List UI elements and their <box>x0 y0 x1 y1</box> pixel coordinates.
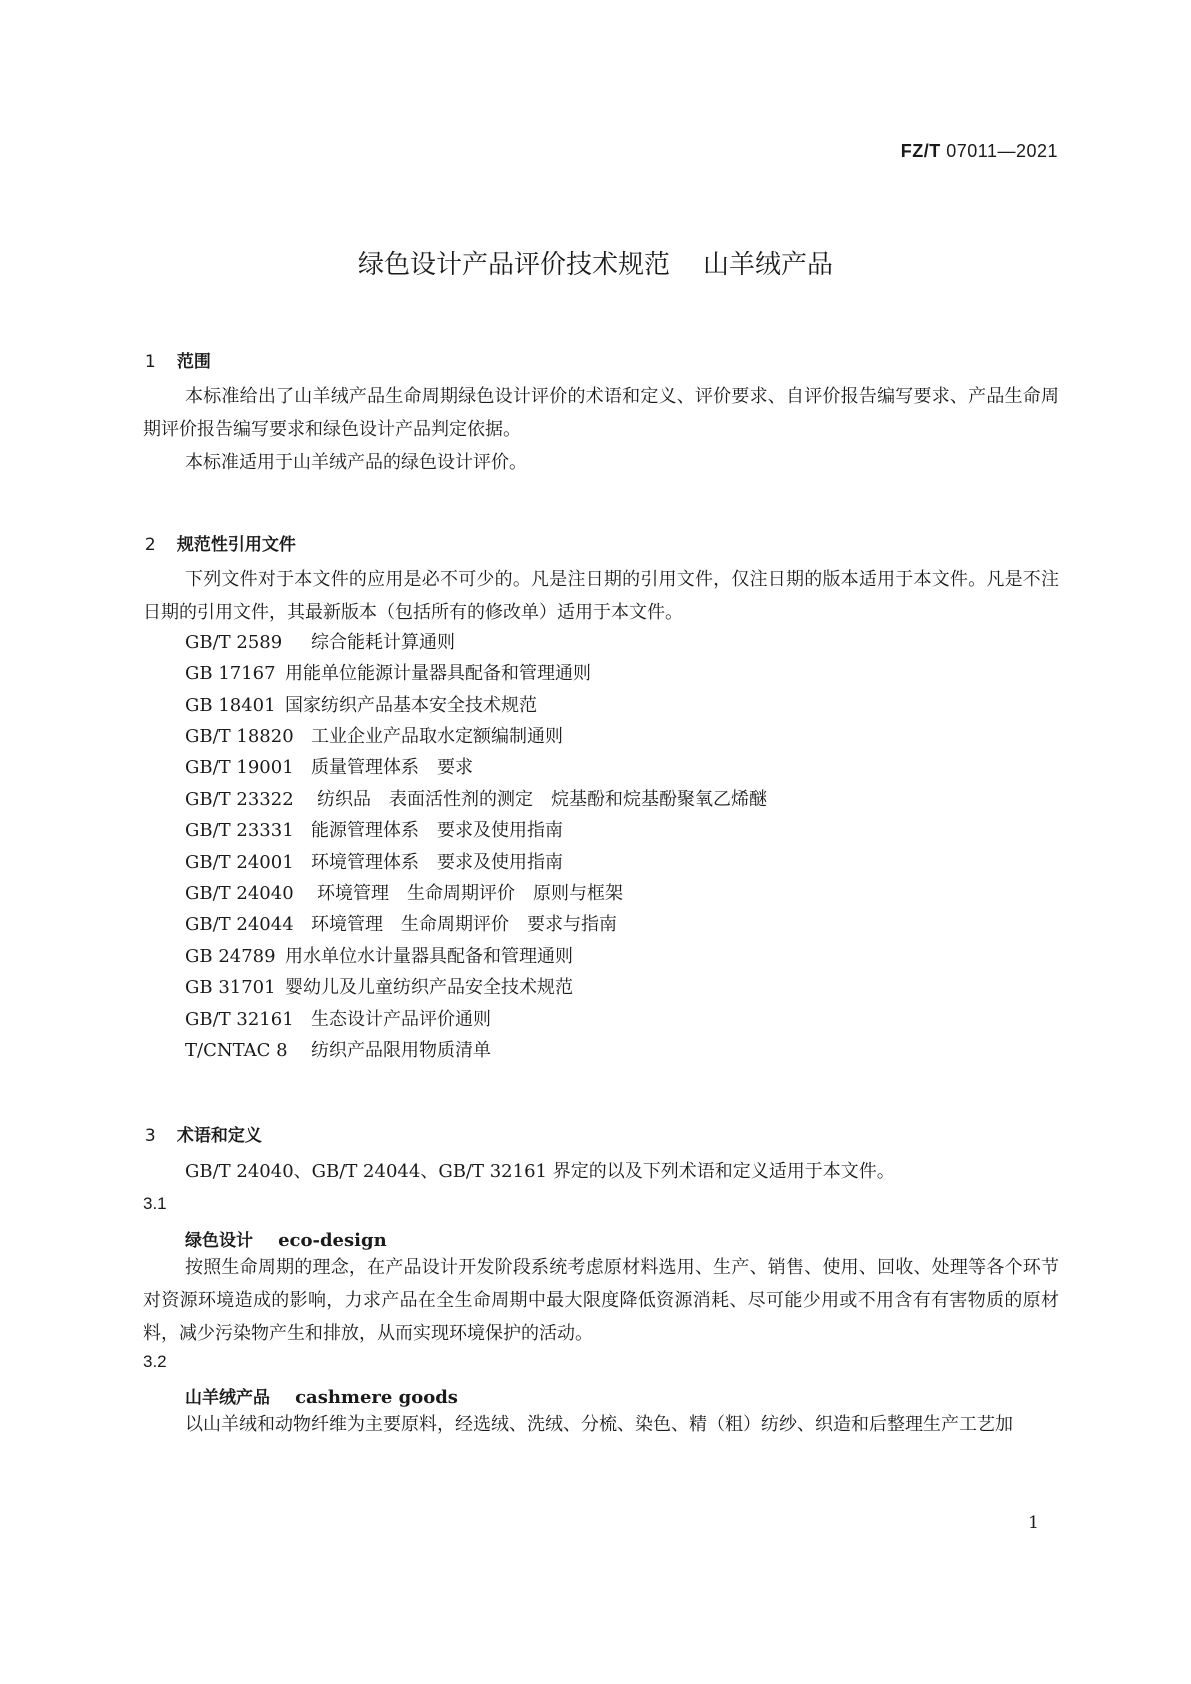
reference-item <box>185 814 563 847</box>
reference-code: GB/T 19001 <box>185 757 294 778</box>
reference-code: GB/T 24044 <box>185 914 294 935</box>
reference-code: GB/T 24001 <box>185 852 294 873</box>
reference-item <box>185 971 573 1004</box>
section-heading-scope <box>133 327 211 372</box>
reference-title: 生态设计产品评价通则 <box>311 1009 491 1030</box>
reference-code: GB/T 23322 <box>185 789 294 810</box>
reference-title: 用能单位能源计量器具配备和管理通则 <box>285 663 591 684</box>
term-heading <box>185 1226 387 1251</box>
reference-item <box>185 940 573 973</box>
reference-item <box>185 689 537 722</box>
section-number: 2 <box>144 535 156 555</box>
term-english: eco-design <box>278 1230 387 1251</box>
reference-code: GB 17167 <box>185 663 276 684</box>
reference-item <box>185 1003 491 1036</box>
reference-item <box>185 1034 491 1067</box>
scope-paragraph-2: 本标准适用于山羊绒产品的绿色设计评价。 <box>185 452 527 473</box>
reference-title: 环境管理 生命周期评价 原则与框架 <box>317 883 623 904</box>
reference-code: GB 24789 <box>185 946 276 967</box>
section-heading-references <box>133 510 296 555</box>
references-intro: 下列文件对于本文件的应用是必不可少的。凡是注日期的引用文件，仅注日期的版本适用于本文件。凡是不注日期的引用文件，其最新版本（包括所有的修改单）适用于本文件。 <box>143 569 1059 623</box>
reference-title: 纺织产品限用物质清单 <box>311 1040 491 1061</box>
reference-code: GB/T 18820 <box>185 726 294 747</box>
reference-item <box>185 751 473 784</box>
section-title: 范围 <box>176 352 211 372</box>
standard-code-number: 07011—2021 <box>946 141 1058 161</box>
section-title: 规范性引用文件 <box>176 535 296 555</box>
clause-number: 3.2 <box>143 1352 167 1371</box>
section-heading-terms <box>133 1101 262 1146</box>
term-chinese: 山羊绒产品 <box>185 1388 270 1408</box>
reference-code: T/CNTAC 8 <box>185 1040 288 1061</box>
reference-title: 能源管理体系 要求及使用指南 <box>311 820 563 841</box>
term-definition: 以山羊绒和动物纤维为主要原料，经选绒、洗绒、分梳、染色、精（粗）纺纱、织造和后整理生产工艺加 <box>185 1414 1013 1435</box>
reference-code: GB/T 23331 <box>185 820 294 841</box>
page-number: 1 <box>1028 1513 1039 1533</box>
reference-title: 纺织品 表面活性剂的测定 烷基酚和烷基酚聚氧乙烯醚 <box>317 789 767 810</box>
reference-item <box>185 908 617 941</box>
reference-title: 质量管理体系 要求 <box>311 757 473 778</box>
document-title: 绿色设计产品评价技术规范 山羊绒产品 <box>357 250 834 280</box>
reference-item <box>185 783 767 816</box>
reference-title: 用水单位水计量器具配备和管理通则 <box>285 946 573 967</box>
section-title: 术语和定义 <box>176 1126 262 1146</box>
reference-title: 工业企业产品取水定额编制通则 <box>311 726 563 747</box>
section-number: 1 <box>144 352 156 372</box>
reference-item <box>185 877 623 910</box>
reference-code: GB/T 24040 <box>185 883 294 904</box>
reference-code: GB/T 2589 <box>185 632 283 653</box>
term-definition: 按照生命周期的理念，在产品设计开发阶段系统考虑原材料选用、生产、销售、使用、回收、处理等各个环节对资源环境造成的影响，力求产品在全生命周期中最大限度降低资源消耗、尽可能少用或不用含有有害物质的原材料，减少污染物产生和排放，从而实现环境保护的活动。 <box>143 1257 1059 1344</box>
reference-code: GB 31701 <box>185 977 276 998</box>
reference-title: 婴幼儿及儿童纺织产品安全技术规范 <box>285 977 573 998</box>
reference-code: GB 18401 <box>185 695 276 716</box>
clause-number: 3.1 <box>143 1194 167 1213</box>
reference-title: 综合能耗计算通则 <box>311 632 455 653</box>
standard-code <box>901 141 1058 162</box>
term-heading <box>185 1383 458 1408</box>
reference-title: 国家纺织产品基本安全技术规范 <box>285 695 537 716</box>
term-english: cashmere goods <box>295 1387 458 1408</box>
reference-code: GB/T 32161 <box>185 1009 294 1030</box>
standard-code-prefix: FZ/T <box>900 141 941 161</box>
terms-intro: GB/T 24040、GB/T 24044、GB/T 32161 界定的以及下列术语和定义适用于本文件。 <box>185 1161 895 1182</box>
reference-item <box>185 626 455 659</box>
reference-item <box>185 657 591 690</box>
reference-title: 环境管理 生命周期评价 要求与指南 <box>311 914 617 935</box>
term-chinese: 绿色设计 <box>185 1231 253 1251</box>
section-number: 3 <box>144 1126 156 1146</box>
reference-item <box>185 846 563 879</box>
reference-item <box>185 720 563 753</box>
reference-title: 环境管理体系 要求及使用指南 <box>311 852 563 873</box>
scope-paragraph-1: 本标准给出了山羊绒产品生命周期绿色设计评价的术语和定义、评价要求、自评价报告编写要求、产品生命周期评价报告编写要求和绿色设计产品判定依据。 <box>143 386 1059 440</box>
